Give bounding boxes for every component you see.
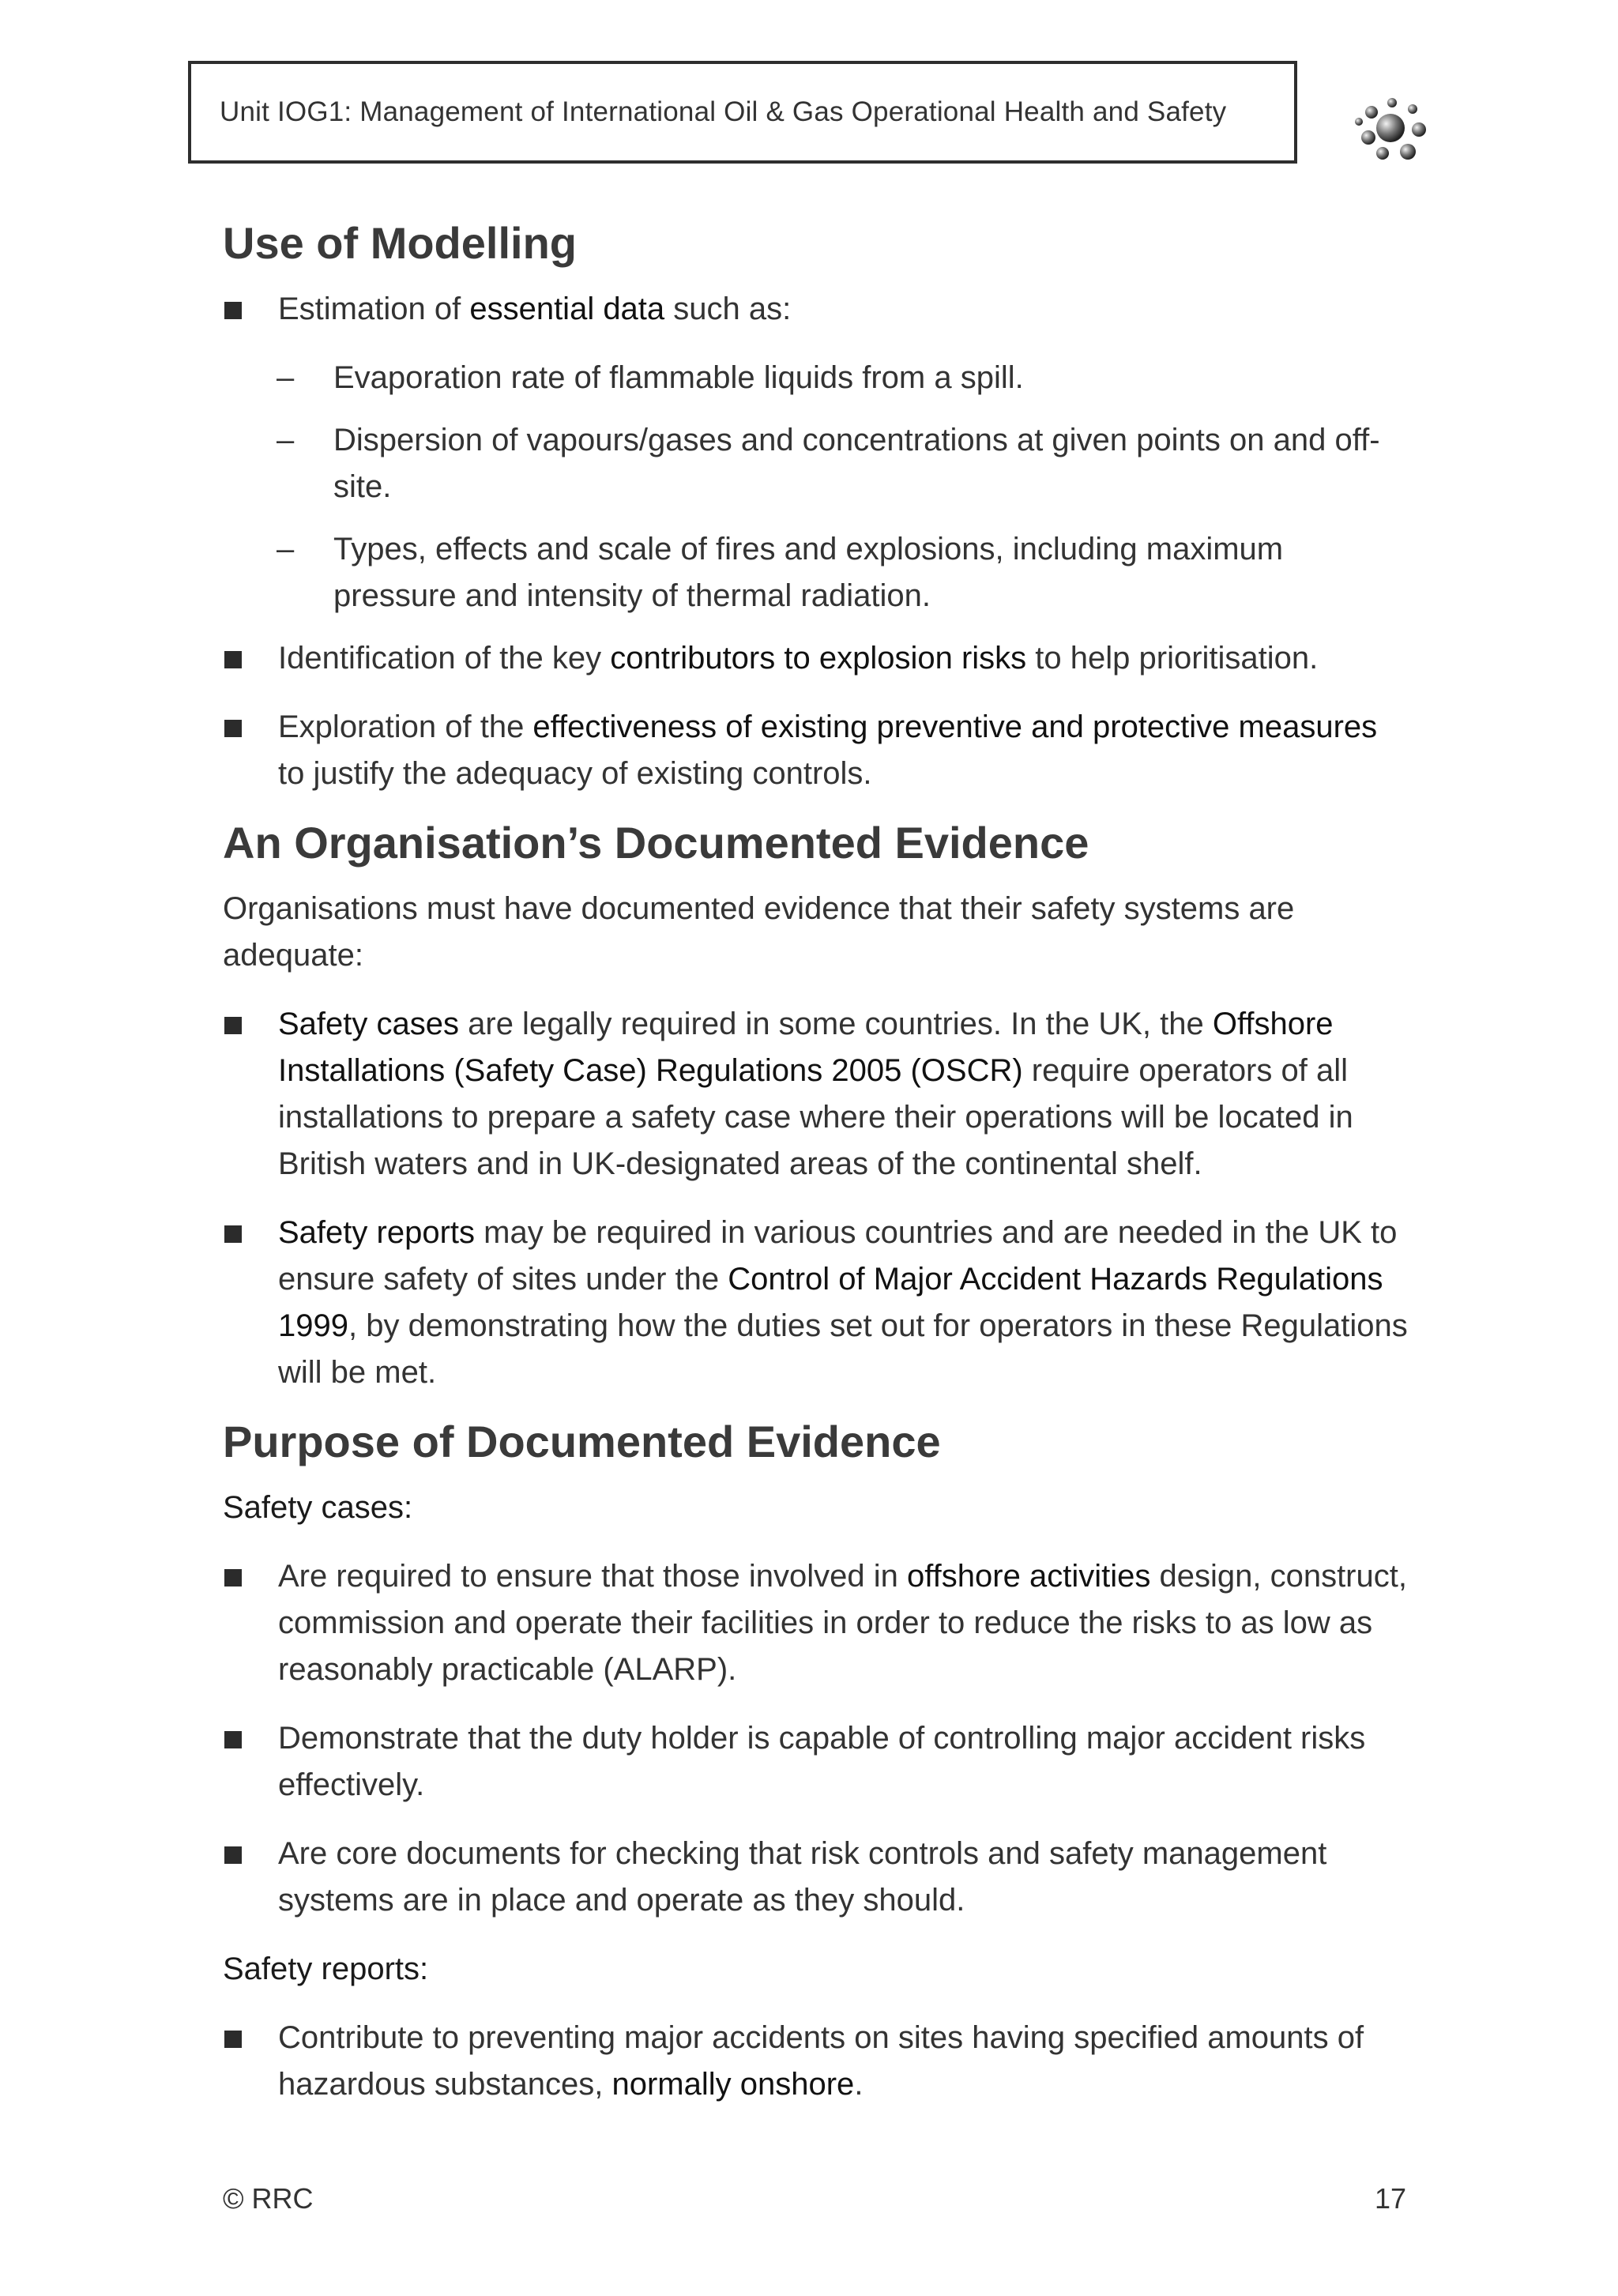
square-bullet-icon bbox=[224, 651, 242, 668]
bold-term: essential data bbox=[469, 292, 665, 326]
bold-term: Control of Major Accident Hazards Regulations 1999 bbox=[278, 1262, 1383, 1343]
documented-evidence-intro: Organisations must have documented evidence that their safety systems are adequate: bbox=[223, 891, 1295, 973]
item-text: Dispersion of vapours/gases and concentrations at given points on and off-site. bbox=[333, 423, 1380, 504]
dash-bullet-icon: – bbox=[277, 360, 295, 395]
square-bullet-icon bbox=[224, 720, 242, 737]
subheading-safety-cases: Safety cases: bbox=[223, 1490, 413, 1525]
item-text: Contribute to preventing major accidents on sites having specified amounts of hazardous substances, bbox=[278, 2020, 1364, 2102]
item-text: Exploration of the bbox=[278, 710, 533, 744]
dash-bullet-icon: – bbox=[277, 532, 295, 566]
item-text: Identification of the key bbox=[278, 641, 611, 676]
item-text: are legally required in some countries. In the UK, the bbox=[459, 1007, 1213, 1041]
list-item bbox=[223, 1210, 1408, 1396]
heading-documented-evidence: An Organisation’s Documented Evidence bbox=[223, 818, 1089, 868]
list-item bbox=[223, 1715, 1408, 1809]
square-bullet-icon bbox=[224, 1846, 242, 1864]
item-text: Types, effects and scale of fires and explosions, including maximum pressure and intensity of thermal radiation. bbox=[333, 532, 1284, 613]
square-bullet-icon bbox=[224, 2031, 242, 2048]
item-text: Are core documents for checking that risk controls and safety management systems are in place and operate as they should. bbox=[278, 1836, 1327, 1918]
header-box bbox=[188, 61, 1297, 164]
square-bullet-icon bbox=[224, 1731, 242, 1748]
item-text: to justify the adequacy of existing controls. bbox=[278, 756, 872, 791]
bold-term: offshore activities bbox=[907, 1559, 1151, 1594]
square-bullet-icon bbox=[224, 1569, 242, 1586]
square-bullet-icon bbox=[224, 1225, 242, 1243]
safety-reports-list bbox=[223, 2015, 1408, 2108]
safety-cases-list bbox=[223, 1553, 1408, 1924]
bold-term: Safety cases bbox=[278, 1007, 460, 1041]
heading-use-of-modelling: Use of Modelling bbox=[223, 218, 577, 268]
header-title: Unit IOG1: Management of International Oil & Gas Operational Health and Safety bbox=[220, 96, 1227, 127]
square-bullet-icon bbox=[224, 1017, 242, 1034]
sub-list-item bbox=[223, 526, 1408, 619]
item-text: Evaporation rate of flammable liquids from a spill. bbox=[333, 360, 1024, 395]
bold-term: contributors to explosion risks bbox=[610, 641, 1027, 676]
modelling-list bbox=[223, 286, 1408, 333]
square-bullet-icon bbox=[224, 302, 242, 319]
item-text: . bbox=[854, 2067, 864, 2102]
bold-term: Offshore Installations (Safety Case) Regulations 2005 (OSCR) bbox=[278, 1007, 1334, 1088]
item-text: design, construct, commission and operate their facilities in order to reduce the risks to as low as reasonably practicable (ALARP). bbox=[278, 1559, 1407, 1687]
item-text: Estimation of bbox=[278, 292, 470, 326]
list-item bbox=[223, 1001, 1408, 1188]
documented-evidence-list bbox=[223, 1001, 1408, 1396]
bold-term: normally onshore bbox=[611, 2067, 855, 2102]
sub-list-item bbox=[223, 355, 1408, 401]
list-item bbox=[223, 2015, 1408, 2108]
molecule-spheres-icon bbox=[1343, 88, 1438, 167]
modelling-list-continued bbox=[223, 635, 1408, 797]
sub-list-item bbox=[223, 417, 1408, 510]
dash-bullet-icon: – bbox=[277, 423, 295, 457]
list-item bbox=[223, 1553, 1408, 1693]
page-content bbox=[223, 213, 1408, 2108]
item-text: may be required in various countries and are needed in the UK to ensure safety of sites under the bbox=[278, 1215, 1398, 1297]
bold-term: Safety reports bbox=[278, 1215, 476, 1250]
essential-data-sublist bbox=[223, 355, 1408, 619]
subheading-safety-reports: Safety reports: bbox=[223, 1952, 429, 1986]
page-number: 17 bbox=[1375, 2182, 1407, 2215]
list-item bbox=[223, 1831, 1408, 1924]
item-text: , by demonstrating how the duties set out for operators in these Regulations will be met. bbox=[278, 1308, 1408, 1390]
heading-purpose-documented-evidence: Purpose of Documented Evidence bbox=[223, 1417, 941, 1466]
footer-copyright: © RRC bbox=[223, 2182, 314, 2215]
bold-term: effectiveness of existing preventive and protective measures bbox=[532, 710, 1378, 744]
list-item bbox=[223, 704, 1408, 797]
item-text: require operators of all installations to prepare a safety case where their operations will be located in British waters and in UK-designated areas of the continental shelf. bbox=[278, 1053, 1353, 1181]
item-text: to help prioritisation. bbox=[1026, 641, 1319, 676]
list-item bbox=[223, 286, 1408, 333]
item-text: Are required to ensure that those involved in bbox=[278, 1559, 908, 1594]
list-item bbox=[223, 635, 1408, 682]
item-text: Demonstrate that the duty holder is capable of controlling major accident risks effectively. bbox=[278, 1721, 1366, 1802]
item-text: such as: bbox=[664, 292, 792, 326]
